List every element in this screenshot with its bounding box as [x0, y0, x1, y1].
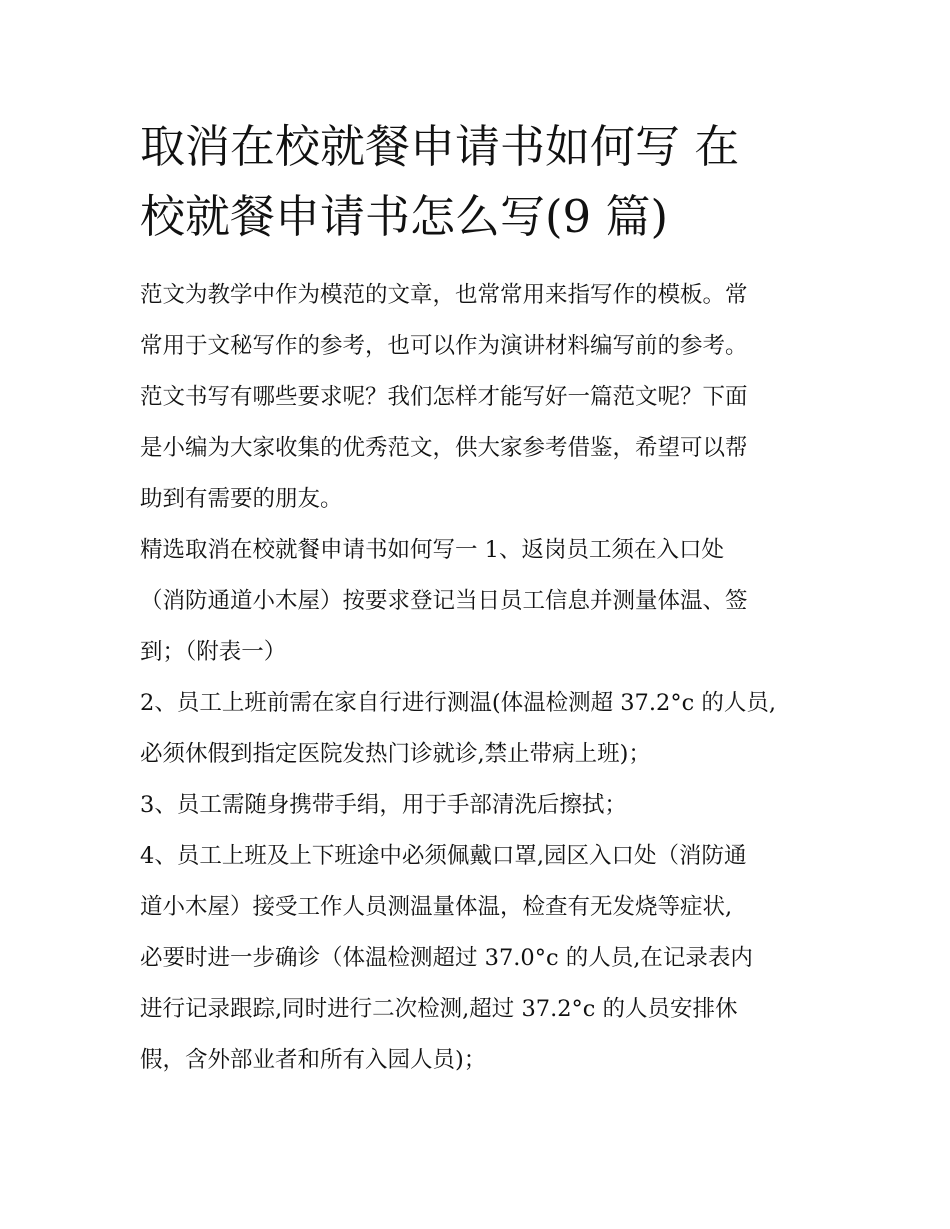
body-line: （消防通道小木屋）按要求登记当日员工信息并测量体温、签 [140, 588, 748, 614]
body-line: 假，含外部业者和所有入园人员)； [140, 1047, 487, 1073]
title-line-2: 校就餐申请书怎么写(9 篇) [140, 190, 669, 243]
body-line: 是小编为大家收集的优秀范文，供大家参考借鉴，希望可以帮 [140, 435, 748, 461]
body-line: 范文为教学中作为模范的文章，也常常用来指写作的模板。常 [140, 282, 748, 308]
body-line: 必要时进一步确诊（体温检测超过 37.0°c 的人员,在记录表内 [140, 945, 753, 971]
document-title [140, 112, 830, 252]
document-body [140, 270, 830, 1086]
body-line: 精选取消在校就餐申请书如何写一 1、返岗员工须在入口处 [140, 537, 724, 563]
body-line: 进行记录跟踪,同时进行二次检测,超过 37.2°c 的人员安排休 [140, 996, 738, 1022]
body-line: 3、员工需随身携带手绢，用于手部清洗后擦拭； [140, 792, 627, 818]
body-line: 常用于文秘写作的参考，也可以作为演讲材料编写前的参考。 [140, 333, 748, 359]
body-line: 道小木屋）接受工作人员测温量体温，检查有无发烧等症状, [140, 894, 733, 920]
body-line: 4、员工上班及上下班途中必须佩戴口罩,园区入口处（消防通 [140, 843, 747, 869]
body-line: 2、员工上班前需在家自行进行测温(体温检测超 37.2°c 的人员, [140, 690, 776, 716]
body-line: 范文书写有哪些要求呢？我们怎样才能写好一篇范文呢？下面 [140, 384, 748, 410]
title-line-1: 取消在校就餐申请书如何写 在 [140, 120, 740, 173]
document-page [140, 112, 830, 1086]
body-line: 助到有需要的朋友。 [140, 486, 343, 512]
body-line: 必须休假到指定医院发热门诊就诊,禁止带病上班)； [140, 741, 651, 767]
body-line: 到；（附表一） [140, 639, 287, 665]
